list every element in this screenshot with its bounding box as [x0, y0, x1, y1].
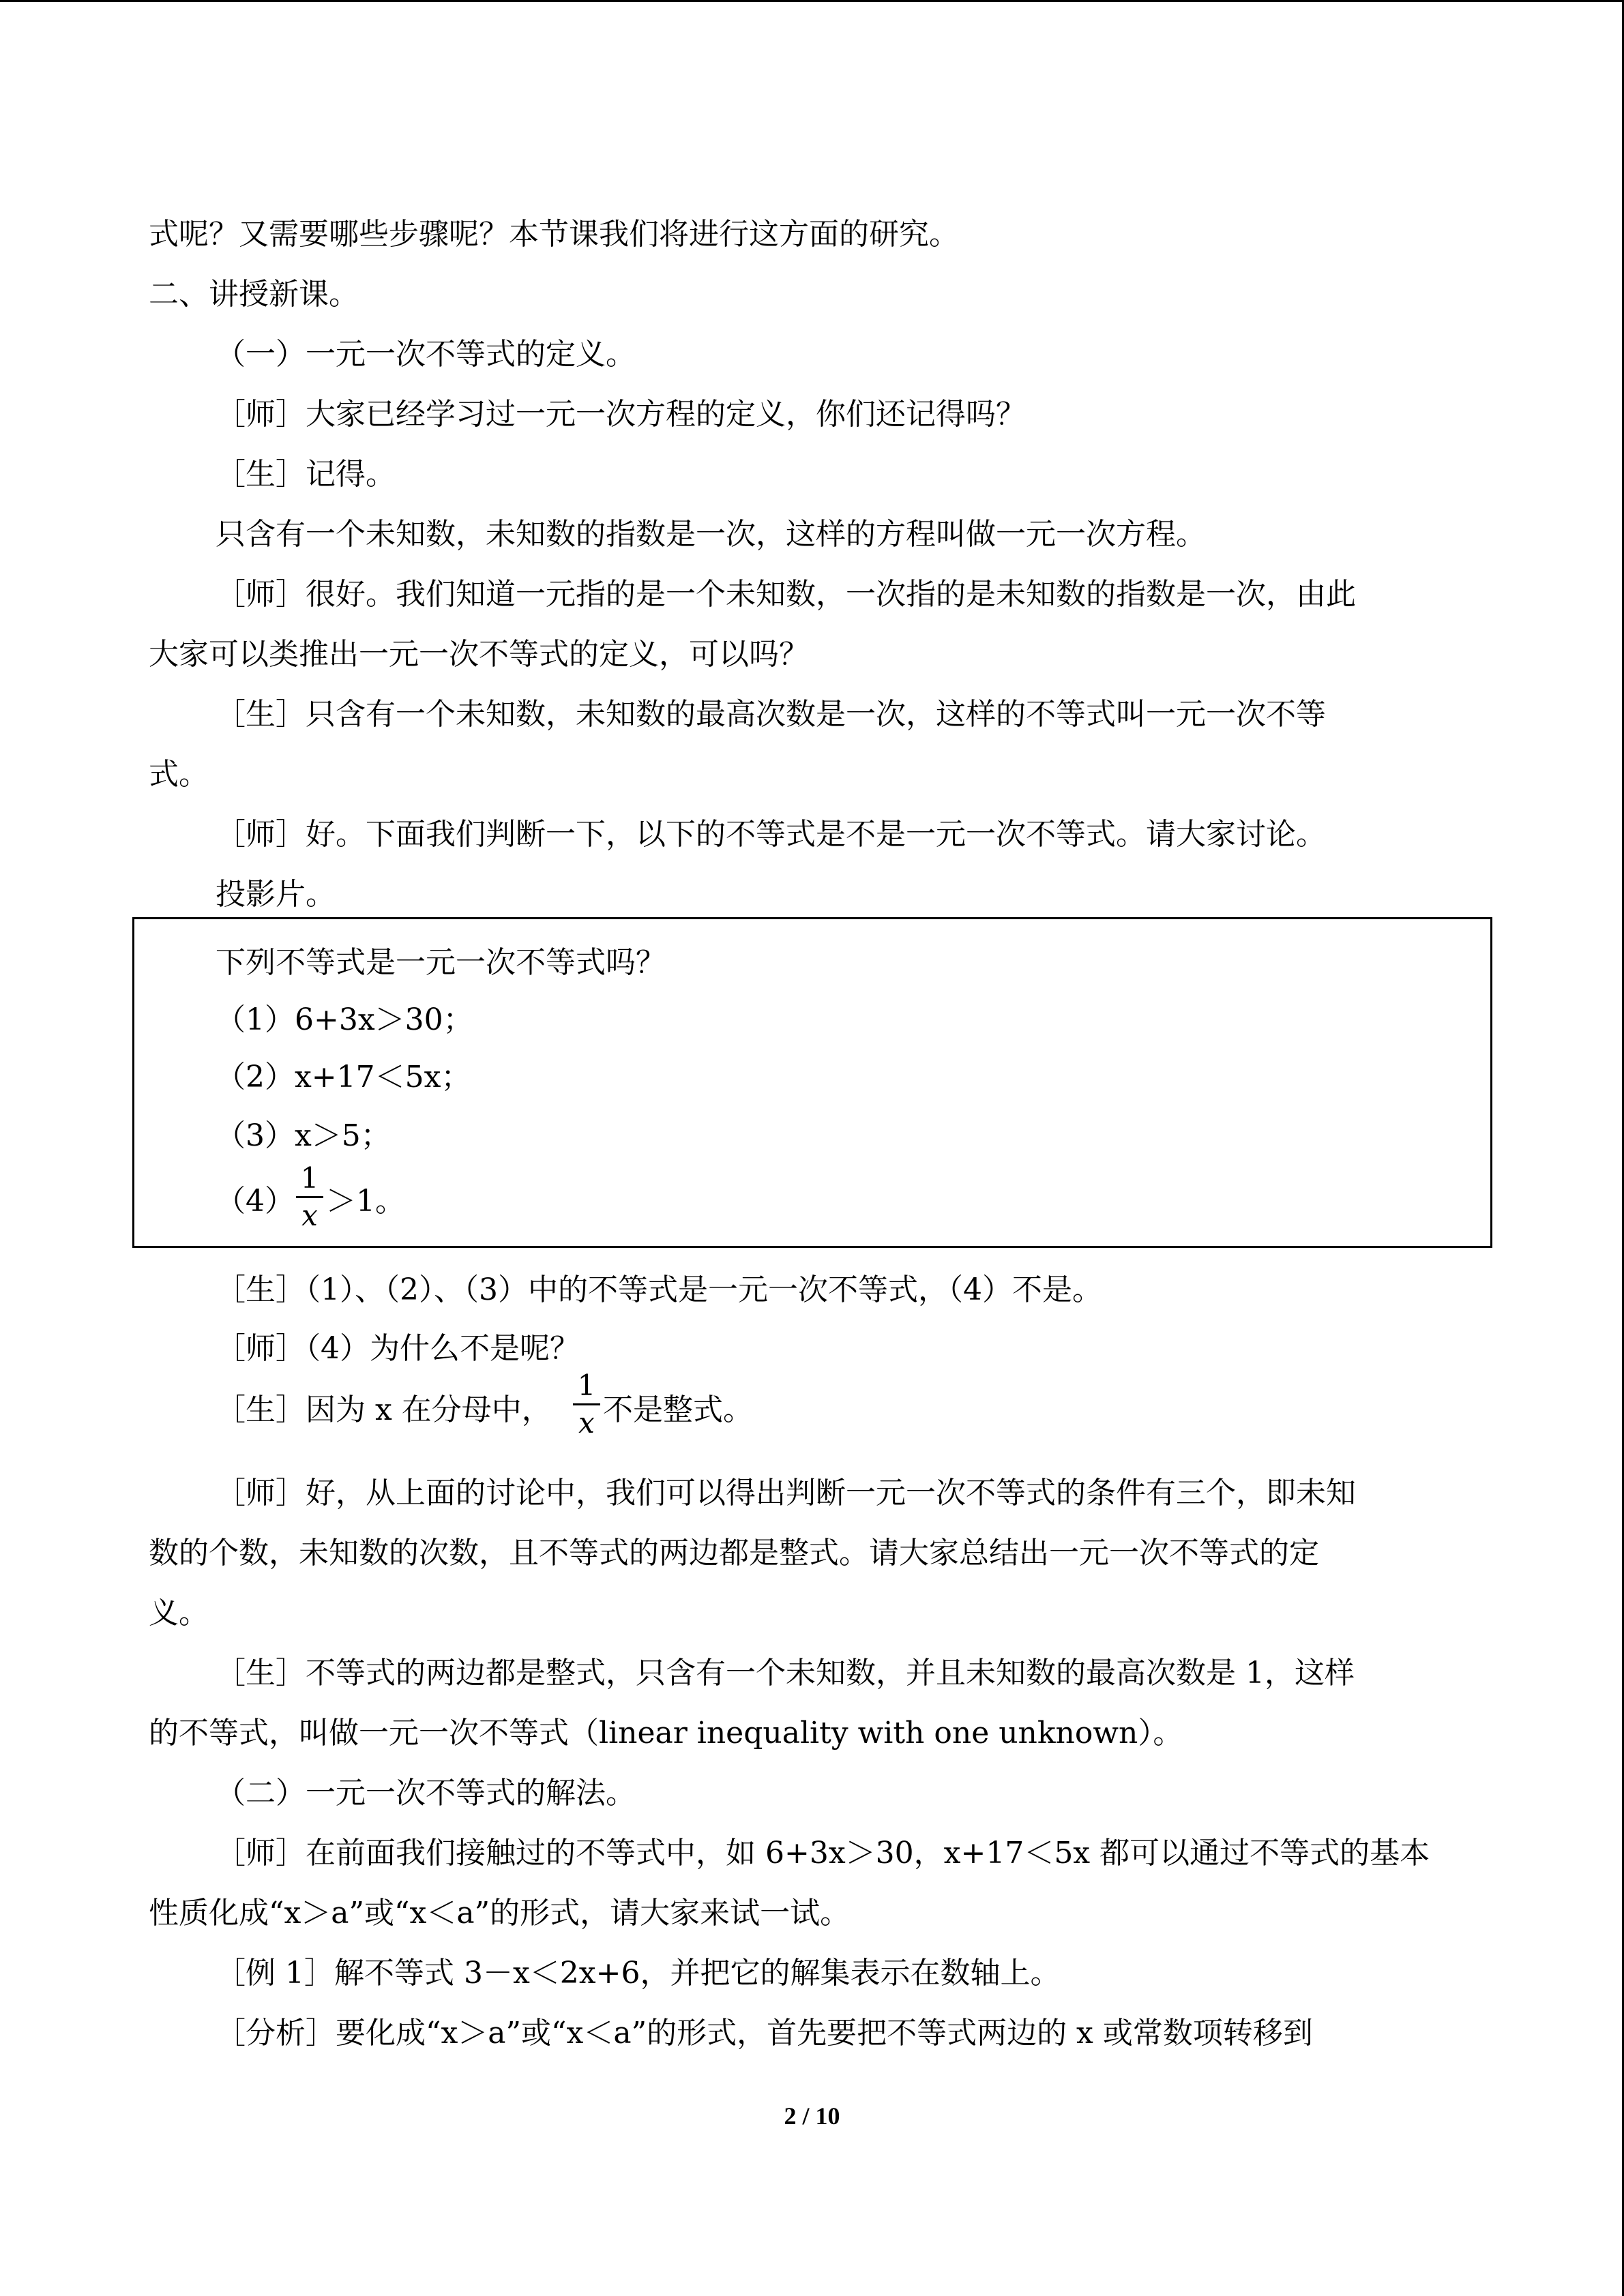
text-line: 大家可以类推出一元一次不等式的定义，可以吗？ [149, 637, 809, 672]
section-heading: 二、讲授新课。 [149, 277, 359, 312]
subsection-heading: （二）一元一次不等式的解法。 [216, 1776, 636, 1810]
fraction-denominator: x [578, 1406, 595, 1440]
text-line: 只含有一个未知数，未知数的指数是一次，这样的方程叫做一元一次方程。 [216, 517, 1206, 552]
question-item: （1）6+3x＞30； [216, 1002, 473, 1037]
text-line: ［师］在前面我们接触过的不等式中，如 6+3x＞30，x+17＜5x 都可以通过不等式的基本 [216, 1836, 1430, 1870]
fraction [296, 1162, 323, 1232]
text-line: 义。 [149, 1596, 209, 1630]
subsection-heading: （一）一元一次不等式的定义。 [216, 337, 636, 372]
text-line: ［师］好，从上面的讨论中，我们可以得出判断一元一次不等式的条件有三个，即未知 [216, 1476, 1356, 1510]
fraction-bar [296, 1196, 323, 1198]
fraction-denominator: x [301, 1199, 318, 1232]
fraction-numerator: 1 [577, 1369, 596, 1402]
text-line: 数的个数，未知数的次数，且不等式的两边都是整式。请大家总结出一元一次不等式的定 [149, 1536, 1319, 1570]
question-item: （2）x+17＜5x； [216, 1060, 471, 1094]
page-number: 2 / 10 [784, 2102, 840, 2130]
fraction-numerator: 1 [300, 1161, 319, 1195]
question-item-suffix: ＞1。 [326, 1184, 405, 1219]
text-line: 式呢？又需要哪些步骤呢？本节课我们将进行这方面的研究。 [149, 217, 959, 252]
text-line-suffix: 不是整式。 [603, 1392, 753, 1427]
text-line: ［师］好。下面我们判断一下，以下的不等式是不是一元一次不等式。请大家讨论。 [216, 817, 1326, 852]
question-title: 下列不等式是一元一次不等式吗？ [216, 945, 666, 980]
text-line: ［师］大家已经学习过一元一次方程的定义，你们还记得吗？ [216, 397, 1026, 432]
question-item: （3）x＞5； [216, 1118, 391, 1153]
text-line: ［例 1］解不等式 3－x＜2x+6，并把它的解集表示在数轴上。 [216, 1956, 1061, 1991]
fraction [573, 1369, 600, 1440]
question-item-prefix: （4） [216, 1184, 295, 1219]
text-line-prefix: ［生］因为 x 在分母中， [216, 1392, 552, 1427]
fraction-bar [573, 1403, 600, 1405]
text-line: 的不等式，叫做一元一次不等式（linear inequality with one unknown）。 [149, 1716, 1183, 1750]
text-line: ［生］不等式的两边都是整式，只含有一个未知数，并且未知数的最高次数是 1，这样 [216, 1656, 1355, 1690]
text-line: ［分析］要化成“x＞a”或“x＜a”的形式，首先要把不等式两边的 x 或常数项转移到 [216, 2016, 1313, 2051]
text-line: 性质化成“x＞a”或“x＜a”的形式，请大家来试一试。 [149, 1896, 851, 1930]
text-line: ［生］记得。 [216, 457, 396, 492]
text-line: ［生］只含有一个未知数，未知数的最高次数是一次，这样的不等式叫一元一次不等 [216, 697, 1326, 732]
text-line: ［师］（4）为什么不是呢？ [216, 1331, 580, 1366]
text-line: 式。 [149, 757, 209, 792]
text-line: ［生］（1）、（2）、（3）中的不等式是一元一次不等式，（4）不是。 [216, 1272, 1102, 1307]
text-line: 投影片。 [216, 877, 336, 912]
text-line: ［师］很好。我们知道一元指的是一个未知数，一次指的是未知数的指数是一次，由此 [216, 577, 1356, 612]
page-border-top [0, 0, 1624, 2]
